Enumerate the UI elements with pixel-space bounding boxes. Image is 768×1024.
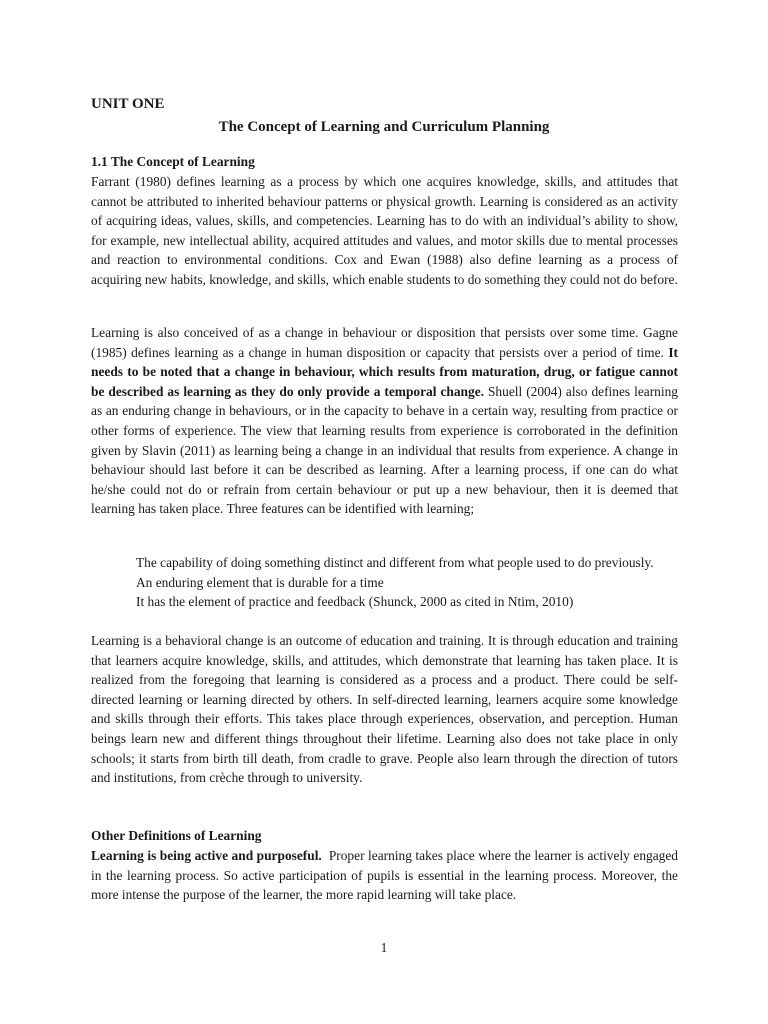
paragraph-2 bbox=[91, 323, 678, 519]
paragraph-3: Learning is a behavioral change is an outcome of education and training. It is through education and training that learners acquire knowledge, skills, and attitudes, which demonstrate that learning has taken place. It is realized from the foregoing that learning is considered as a process and a product. There could be self-directed learning or learning directed by others. In self-directed learning, learners acquire some knowledge and skills through their efforts. This takes place through experiences, observation, and perception. Human beings learn new and different things throughout their lifetime. Learning also does not take place in only schools; it starts from birth till death, from cradle to grave. People also learn through the direction of tutors and institutions, from crèche through to university. bbox=[91, 633, 678, 786]
paragraph-2-text-a: Learning is also conceived of as a change in behaviour or disposition that persists over some time. Gagne (1985) defines learning as a change in human disposition or capacity that persists over a period of time. bbox=[91, 325, 678, 360]
section-heading: 1.1 The Concept of Learning bbox=[91, 154, 255, 169]
unit-heading: UNIT ONE bbox=[91, 96, 165, 112]
paragraph-4 bbox=[91, 846, 682, 905]
feature-item: It has the element of practice and feedback (Shunck, 2000 as cited in Ntim, 2010) bbox=[136, 594, 574, 610]
page-number: 1 bbox=[380, 940, 388, 955]
document-title: The Concept of Learning and Curriculum Planning bbox=[218, 119, 550, 135]
other-definitions-heading: Other Definitions of Learning bbox=[91, 828, 262, 843]
paragraph-4-bold-lead: Learning is being active and purposeful. bbox=[91, 848, 322, 863]
paragraph-4-text: Proper learning takes place where the learner is actively engaged in the learning process. So active participation of pupils is essential in the learning process. Moreover, the more intense the purpose of the learner, the more rapid learning will take place. bbox=[91, 848, 682, 903]
paragraph-2-text-b: Shuell (2004) also defines learning as an enduring change in behaviours, or in the capacity to behave in a certain way, resulting from practice or other forms of experience. The view that learning results from experience is corroborated in the definition given by Slavin (2011) as learning being a change in an individual that results from experience. A change in behaviour should last before it can be described as learning. After a learning process, if one can do what he/she could not do or refrain from certain behaviour or put up a new behaviour, then it is deemed that learning has taken place. Three features can be identified with learning; bbox=[91, 383, 678, 517]
paragraph-2-bold-statement: It needs to be noted that a change in behaviour, which results from maturation, drug, or fatigue cannot be described as learning as they do only provide a temporal change. bbox=[91, 344, 678, 399]
feature-item: The capability of doing something distinct and different from what people used to do previously. bbox=[136, 555, 654, 570]
feature-item: An enduring element that is durable for a time bbox=[136, 574, 384, 590]
learning-features-list bbox=[136, 553, 678, 612]
paragraph-1: Farrant (1980) defines learning as a process by which one acquires knowledge, skills, and attitudes that cannot be attributed to inherited behaviour patterns or physical growth. Learning is considered as an activity of acquiring ideas, values, skills, and competencies. Learning has to do with an individual’s ability to show, for example, new intellectual ability, acquired attitudes and values, and motor skills due to mental processes and reaction to environmental conditions. Cox and Ewan (1988) also define learning as a process of acquiring new habits, knowledge, and skills, which enable students to do something they could not do before. bbox=[91, 174, 678, 287]
